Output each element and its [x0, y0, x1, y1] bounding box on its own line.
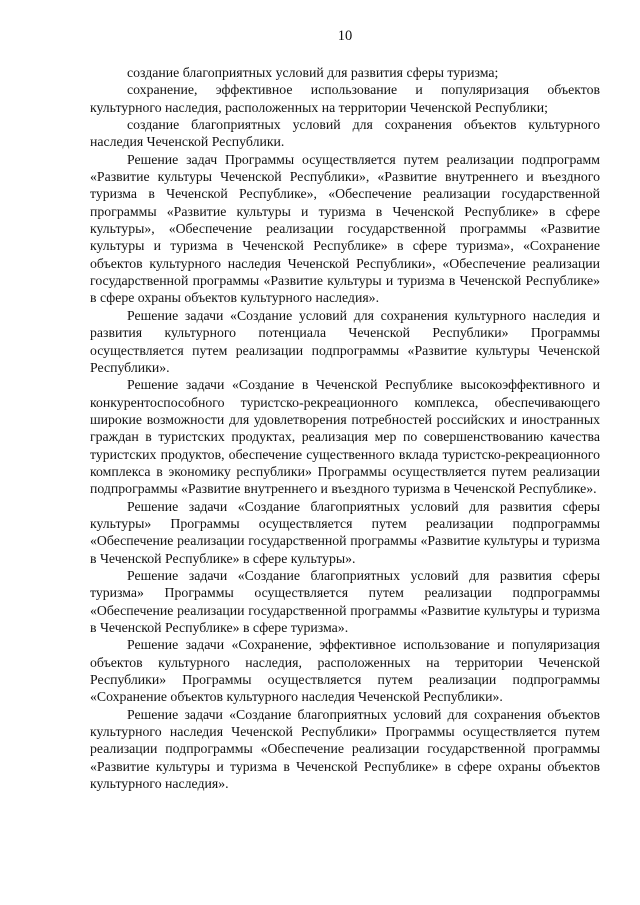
paragraph-task-culture-sphere: Решение задачи «Создание благоприятных условий для развития сферы культуры» Программы осуществляется путем реализации подпрограммы «Обеспечение реализации государственной программы «Развитие культуры и туризма в Чеченской Республике» в сфере культуры».: [90, 498, 600, 566]
paragraph-task-heritage-protection: Решение задачи «Создание благоприятных условий для сохранения объектов культурного наследия Чеченской Республики» Программы осуществляется путем реализации подпрограммы «Обеспечение реализации государственной программы «Развитие культуры и туризма в Чеченской Республике» в сфере охраны объектов культурного наследия».: [90, 706, 600, 792]
paragraph-program-subprograms: Решение задач Программы осуществляется путем реализации подпрограмм «Развитие культуры Чеченской Республики», «Развитие внутреннего и въездного туризма в Чеченской Республике», «Обеспечение реализации государственной программы «Развитие культуры и туризма в Чеченской Республике» в сфере культуры», «Обеспечение реализации государственной программы «Развитие культуры и туризма в Чеченской Республике» в сфере туризма», «Сохранение объектов культурного наследия Чеченской Республики», «Обеспечение реализации государственной программы «Развитие культуры и туризма в Чеченской Республике» в сфере охраны объектов культурного наследия».: [90, 151, 600, 306]
paragraph-task-heritage-popularization: Решение задачи «Сохранение, эффективное использование и популяризация объектов культурного наследия, расположенных на территории Чеченской Республики» Программы осуществляется путем реализации подпрограммы «Сохранение объектов культурного наследия Чеченской Республики».: [90, 637, 600, 705]
page-number: 10: [337, 28, 353, 44]
paragraph-goal-heritage-preservation: создание благоприятных условий для сохранения объектов культурного наследия Чеченской Республики.: [90, 117, 600, 150]
paragraph-goal-heritage-use: сохранение, эффективное использование и популяризация объектов культурного наследия, расположенных на территории Чеченской Республики;: [90, 82, 600, 115]
document-page: [90, 28, 600, 792]
paragraph-task-tourism-complex: Решение задачи «Создание в Чеченской Республике высокоэффективного и конкурентоспособного туристско-рекреационного комплекса, обеспечивающего широкие возможности для удовлетворения потребностей российских и иностранных граждан в туристских продуктах, реализация мер по совершенствованию качества туристских продуктов, обеспечение существенного вклада туристско-рекреационного комплекса в экономику республики» Программы осуществляется путем реализации подпрограммы «Развитие внутреннего и въездного туризма в Чеченской Республике».: [90, 377, 600, 497]
paragraph-goal-tourism-conditions: создание благоприятных условий для развития сферы туризма;: [127, 65, 499, 80]
paragraph-task-culture-potential: Решение задачи «Создание условий для сохранения культурного наследия и развития культурного потенциала Чеченской Республики» Программы осуществляется путем реализации подпрограммы «Развитие культуры Чеченской Республики».: [90, 307, 600, 375]
paragraph-task-tourism-sphere: Решение задачи «Создание благоприятных условий для развития сферы туризма» Программы осуществляется путем реализации подпрограммы «Обеспечение реализации государственной программы «Развитие культуры и туризма в Чеченской Республике» в сфере туризма».: [90, 567, 600, 635]
